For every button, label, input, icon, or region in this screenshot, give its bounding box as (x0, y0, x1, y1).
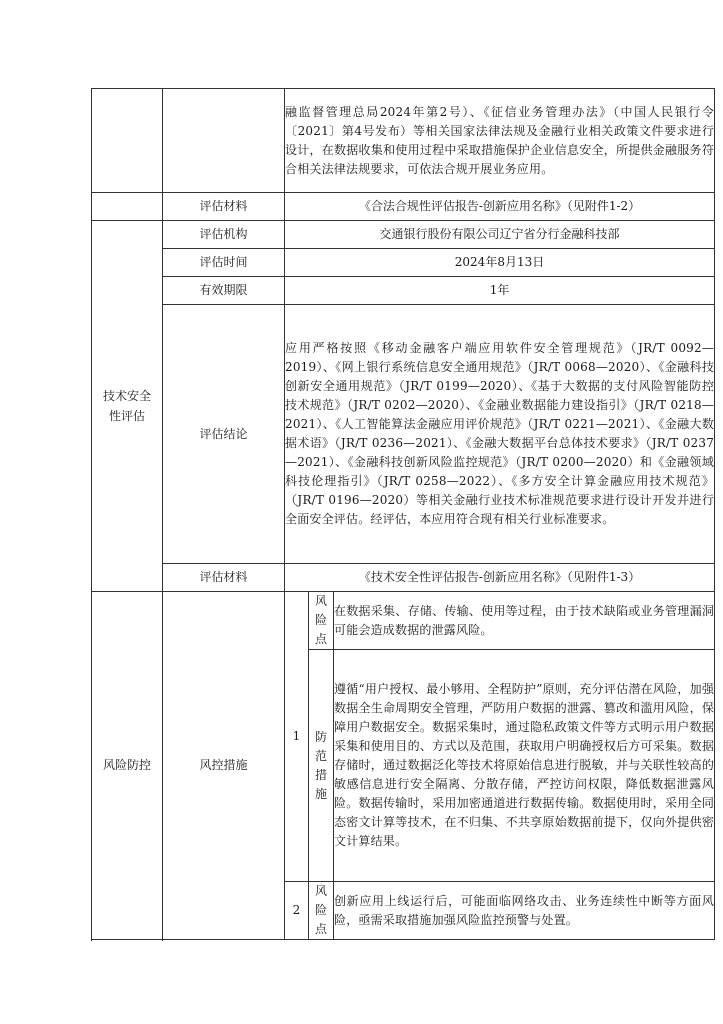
conclusion-label: 评估结论 (163, 305, 285, 564)
item-number: 1 (285, 592, 309, 882)
empty-cell (92, 89, 163, 193)
item-number: 2 (285, 882, 309, 940)
validity-label: 有效期限 (163, 277, 285, 305)
empty-cell (92, 193, 163, 221)
time-label: 评估时间 (163, 249, 285, 277)
risk-point-text: 在数据采集、存储、传输、使用等过程，由于技术缺陷或业务管理漏洞可能会造成数据的泄露风险。 (334, 592, 715, 650)
time-value: 2024年8月13日 (285, 249, 715, 277)
prevention-label: 防范措施 (314, 729, 327, 801)
table-row (92, 221, 715, 249)
validity-value: 1年 (285, 277, 715, 305)
assessment-table (91, 88, 715, 940)
risk-control-section-label: 风险防控 (92, 592, 163, 940)
table-row (92, 564, 715, 592)
risk-point-label-cell (309, 592, 334, 650)
prevention-label-cell (309, 650, 334, 882)
empty-cell (163, 89, 285, 193)
tech-material-label: 评估材料 (163, 564, 285, 592)
risk-point-label-cell (309, 882, 334, 940)
continuation-text: 融监督管理总局2024年第2号）、《征信业务管理办法》（中国人民银行令〔2021〕第4号发布）等相关国家法律法规及金融行业相关政策文件要求进行设计，在数据收集和使用过程中采取措施保护企业信息安全，所提供金融服务符合相关法律法规要求，可依法合规开展业务应用。 (285, 89, 715, 193)
prevention-text: 遵循“用户授权、最小够用、全程防护”原则，充分评估潜在风险，加强数据全生命周期安全管理，严防用户数据的泄露、篡改和滥用风险，保障用户数据安全。数据采集时，通过隐私政策文件等方式明示用户数据采集和使用目的、方式以及范围，获取用户明确授权后方可采集。数据存储时，通过数据泛化等技术将原始信息进行脱敏，并与关联性较高的敏感信息进行安全隔离、分散存储，严控访问权限，降低数据泄露风险。数据传输时，采用加密通道进行数据传输。数据使用时，采用全同态密文计算等技术，在不归集、不共享原始数据前提下，仅向外提供密文计算结果。 (334, 650, 715, 882)
table-row (92, 193, 715, 221)
table-row (92, 277, 715, 305)
tech-material-value: 《技术安全性评估报告-创新应用名称》（见附件1-3） (285, 564, 715, 592)
table-row (92, 89, 715, 193)
legal-material-value: 《合法合规性评估报告-创新应用名称》（见附件1-2） (285, 193, 715, 221)
risk-point-text: 创新应用上线运行后，可能面临网络攻击、业务连续性中断等方面风险，亟需采取措施加强风险监控预警与处置。 (334, 882, 715, 940)
risk-point-label: 风险点 (314, 594, 327, 646)
measures-label: 风控措施 (163, 592, 285, 940)
legal-material-label: 评估材料 (163, 193, 285, 221)
tech-security-section-label (92, 221, 163, 592)
risk-point-label: 风险点 (314, 884, 327, 936)
conclusion-value: 应用严格按照《移动金融客户端应用软件安全管理规范》（JR/T 0092—2019）、《网上银行系统信息安全通用规范》（JR/T 0068—2020）、《金融科技创新安全通用规范》（JR/T 0199—2020）、《基于大数据的支付风险智能防控技术规范》（JR/T 0202—2020）、《金融业数据能力建设指引》（JR/T 0218—2021）、《人工智能算法金融应用评价规范》（JR/T 0221—2021）、《金融大数据术语》（JR/T 0236—2021）、《金融大数据平台总体技术要求》（JR/T 0237—2021）、《金融科技创新风险监控规范》（JR/T 0200—2020）和《金融领域科技伦理指引》（JR/T 0258—2022）、《多方安全计算金融应用技术规范》（JR/T 0196—2020）等相关金融行业技术标准规范要求进行设计开发并进行全面安全评估。经评估，本应用符合现有相关行业标准要求。 (285, 305, 715, 564)
table-row (92, 592, 715, 650)
table-row (92, 249, 715, 277)
table-row (92, 305, 715, 564)
tech-section-text: 技术安全性评估 (102, 389, 151, 423)
org-value: 交通银行股份有限公司辽宁省分行金融科技部 (285, 221, 715, 249)
org-label: 评估机构 (163, 221, 285, 249)
